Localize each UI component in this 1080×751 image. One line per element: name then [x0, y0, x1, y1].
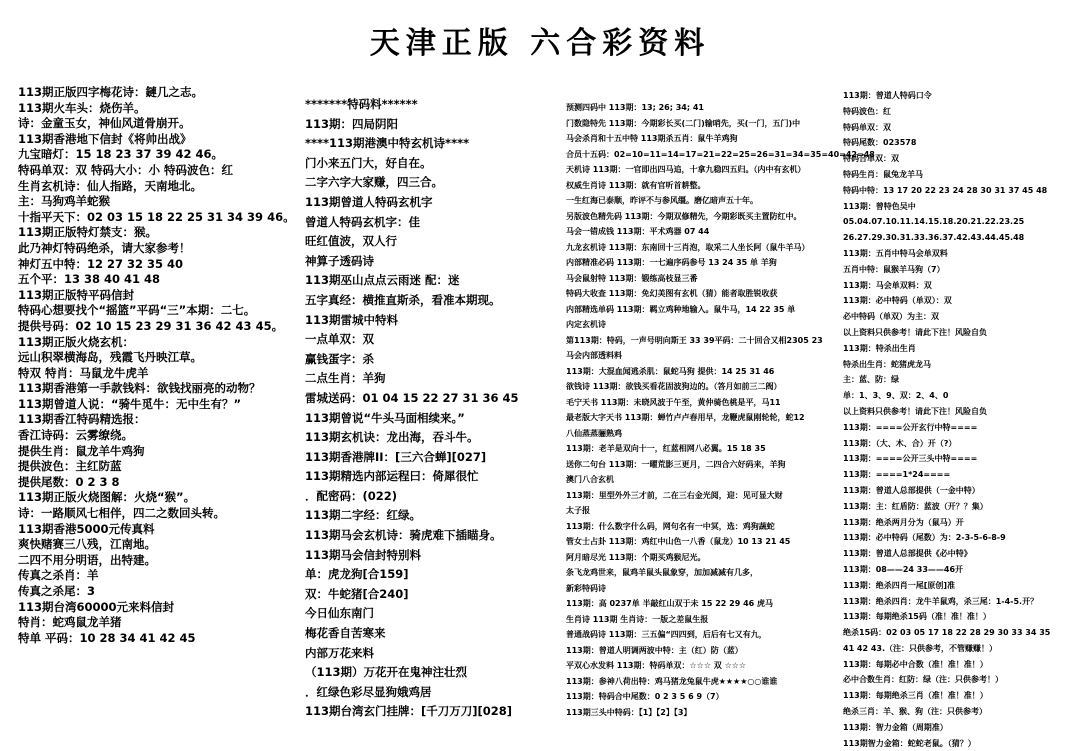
text-line: 113期曾道人特码玄机字: [305, 194, 433, 209]
text-line: 113期香江特码精选报：: [18, 412, 146, 427]
text-line: 权威生肖诗 113期：就有官听首耕整。: [566, 180, 706, 190]
text-line: 以上资料只供参考！请此下注！风险自负: [843, 406, 987, 416]
text-line: 113期：大混血闻逃杀肌：鼠蛇马狗 提供：14 25 31 46: [566, 366, 775, 376]
text-line: 十指平天下：02 03 15 18 22 25 31 34 39 46。: [18, 209, 295, 224]
text-line: 特码单双：双: [843, 122, 891, 132]
text-line: 113期：每期必中合数（准！准！准！）: [843, 659, 988, 669]
text-line: 此乃神灯特码绝杀，请大家参考！: [18, 240, 191, 255]
text-line: 二四不用分明语，出特建。: [18, 552, 156, 567]
text-line: 雷城送码：01 04 15 22 27 31 36 45: [305, 390, 519, 405]
page-title: 天津正版 六合彩资料: [369, 26, 711, 61]
text-line: 生肖玄机诗：仙人指路，天南地北。: [18, 178, 202, 193]
text-line: 二点生肖：羊狗: [305, 371, 386, 386]
text-line: 马会杀肖和十五中特 113期杀五肖：鼠牛羊鸡狗: [566, 134, 738, 143]
text-line: 五肖中特：鼠猴羊马狗（7）: [843, 264, 945, 274]
text-line: 113期：每期绝杀15码（准！准！准！）: [843, 612, 991, 622]
text-line: 113期曾说“牛头马面相续来。”: [305, 410, 465, 425]
text-line: 毛宁天书 113期：未晓风波于午至，黄仲骑色桃是平，马11: [566, 397, 781, 407]
text-line: 一点单双：双: [305, 332, 374, 347]
text-line: 双：牛蛇猪[合240]: [305, 586, 409, 601]
text-line: 传真之杀肖：羊: [18, 568, 99, 583]
text-line: 曾道人特码玄机字：佳: [305, 214, 420, 229]
text-line: 113期：马会单双料：双: [843, 280, 932, 290]
text-line: 113期：绝杀四肖：龙牛羊鼠鸡，杀三尾：1-4-5.开？: [843, 596, 1039, 606]
text-line: 特码生肖：鼠兔龙羊马: [843, 169, 923, 179]
text-line: 澳门八合玄机: [566, 475, 614, 484]
text-line: 113期：====公开三头中特====: [843, 454, 978, 464]
text-line: 门数隐特先 113期：今期彩长买(二门)输哨先，买(一门，五门)中: [566, 118, 801, 128]
text-line: 特杀出生肖：蛇猪虎龙马: [843, 359, 931, 369]
text-line: 爽快赌赛三八残，江南地。: [18, 537, 156, 552]
text-line: ****113期港澳中特玄机诗****: [305, 136, 470, 151]
text-line: 管女士占卦 113期：鸡红中山色一八香（鼠龙）10 13 21 45: [566, 537, 791, 546]
text-line: 113期巫山点点云雨迷 配：迷: [305, 273, 460, 288]
text-line: 113期：什么数字什么码，网句名有一中冥，选：鸡狗蔬蛇: [566, 521, 775, 531]
text-line: 五个平：13 38 40 41 48: [18, 272, 161, 287]
text-line: 特码尾数：023578: [843, 138, 917, 148]
text-line: 预测四码中 113期：13; 26; 34; 41: [566, 103, 704, 112]
text-line: 113期：里型外外三才前，二在三右金光阅，迎：见可显大财: [566, 490, 783, 500]
text-line: 单：虎龙狗[合159]: [305, 567, 409, 582]
text-line: 113期正版火烧玄机：: [18, 334, 135, 349]
text-line: 太子报: [566, 506, 590, 515]
text-line: 特码单双：双 特码大小：小 特码波色：红: [18, 162, 234, 177]
text-line: 113期台湾60000元来料信封: [18, 599, 175, 614]
text-line: 以上资料只供参考！请此下注！风险自负: [843, 327, 987, 337]
text-line: 二字六字大家赚，四三合。: [305, 175, 443, 190]
text-line: 113期正版特平码信封: [18, 287, 135, 302]
text-line: 特码心想要找个“摇篮”平码“三”本期：二七。: [18, 303, 256, 318]
text-line: 香江诗码：云雾缭绕。: [18, 428, 133, 443]
text-line: 梅花香自苦寒来: [305, 626, 386, 641]
text-line: 113期：曾道人特码口令: [843, 91, 932, 100]
text-line: 113期正版火烧图解：火烧“猴”。: [18, 490, 196, 505]
text-line: 门小来五门大，好自在。: [305, 155, 432, 170]
text-line: 113期：高 0237单 半敲红山双于未 15 22 29 46 虎马: [566, 599, 773, 608]
text-line: 113期雷城中特料: [305, 312, 399, 327]
text-line: 生肖诗 113期 生肖诗：一版之差鼠生报: [566, 614, 709, 624]
text-line: 特码波色：红: [843, 106, 891, 116]
text-line: 113期香港5000元传真料: [18, 521, 155, 536]
text-line: 绝杀15码：02 03 05 17 18 22 28 29 30 33 34 35: [843, 628, 1051, 638]
text-line: 113期：曾道人总部提供（一金中特）: [843, 485, 980, 495]
text-line: 特双 特肖：马鼠龙牛虎羊: [18, 365, 149, 380]
text-line: 特肖：蛇鸡鼠龙羊猪: [18, 615, 122, 630]
text-line: 条飞龙鸡世来，鼠鸡羊鼠头鼠象穿，加加减减有几多，: [566, 568, 758, 577]
text-line: 必中特码（单双）为主：双: [843, 312, 939, 322]
text-line: ．红绿色彩尽显狗娥鸡居: [305, 684, 432, 699]
text-line: 113期香港牌II：[三六合蝉][027]: [305, 449, 487, 464]
text-line: 九龙玄机诗 113期：东南回十三肖泡，取采二人坐长阿（鼠牛羊马）: [566, 242, 810, 252]
text-line: 113期香港地下信封《将帅出战》: [18, 131, 192, 146]
text-line: 113期马会信封特别料: [305, 547, 422, 562]
text-line: 113期：主：红盾防：蓝波（开？？集）: [843, 501, 988, 511]
text-line: 113期台湾玄门挂牌：[千刀万刀][028]: [305, 704, 513, 719]
text-line: 送你二句台 113期：一曜荒影三更月，二四合六好码来，羊狗: [566, 459, 786, 469]
text-line: 05.04.07.10.11.14.15.18.20.21.22.23.25: [843, 217, 1025, 227]
text-line: 113期：必中特码（单双）：双: [843, 296, 952, 306]
text-line: 内定玄机诗: [566, 320, 606, 329]
text-line: 提供尾数：0 2 3 8: [18, 474, 120, 489]
text-line: 九宝暗灯：15 18 23 37 39 42 46。: [18, 147, 224, 162]
text-line: 最老版大字天书 113期：蝉竹卢卢春用早，龙鞭虎鼠刚轮轮，蛇12: [566, 413, 805, 422]
text-line: 马会内部透料料: [566, 351, 622, 360]
text-line: 113期玄机诀：龙出海，吞斗牛。: [305, 430, 479, 445]
text-line: 113期：====公开玄行中特====: [843, 422, 978, 432]
text-line: 内部精选单码 113期：羁立鸡种地输入。鼠牛马，14 22 35 单: [566, 304, 796, 314]
text-line: 113期三头中特码：【1】【2】【3】: [566, 707, 692, 717]
text-line: 特码中特：13 17 20 22 23 24 28 30 31 37 45 48: [843, 185, 1048, 195]
text-line: 113期：五肖中特马会单双料: [843, 248, 948, 258]
text-line: 113期二字经：红绿。: [305, 508, 422, 523]
text-line: 今日仙东南门: [305, 606, 374, 621]
text-line: （113期）万花开在鬼神注壮烈: [305, 665, 468, 680]
text-line: 诗：金童玉女，神仙风道骨崩开。: [18, 116, 191, 131]
text-line: 传真之杀尾：3: [18, 584, 96, 598]
text-line: 远山积翠横海岛，残霞飞丹映江草。: [18, 350, 202, 365]
text-line: 113期：08——24 33——46开: [843, 564, 964, 574]
text-line: 113期：四局阴阳: [305, 116, 399, 131]
text-line: 神算子透码诗: [305, 253, 374, 268]
text-line: 113期马会玄机诗：骑虎难下插瞄身。: [305, 528, 502, 543]
text-line: 内部万花来料: [305, 645, 374, 660]
text-line: 单：1、3、9、双：2、4、0: [843, 391, 949, 401]
text-line: 41 42 43.（注：只供参考，不管赚赚！）: [843, 643, 998, 653]
text-line: 113期：绝杀两月分为（鼠马）开: [843, 517, 964, 527]
text-line: 113期智力金箱：蛇蛇老鼠。（猜？）: [843, 738, 976, 748]
text-line: 绝杀三肖：羊、猴、狗（注：只供参考）: [843, 707, 987, 717]
text-line: 113期：绝杀四肖一尾[原创]准: [843, 580, 956, 590]
text-line: 113期：====1*24====: [843, 470, 951, 480]
text-line: 113期：参神八荷出特：鸡马猪龙兔鼠牛虎★★★★○○谁谁: [566, 676, 778, 686]
text-line: 113期正版特灯禁支：猴。: [18, 225, 158, 240]
text-line: 马会鼠射特 113期：锻练高枝显三番: [566, 273, 698, 283]
text-line: 合员十五码：02=10=11=14=17=21=22=25=26=31=34=35=40=42=48: [566, 149, 875, 159]
text-line: 26.27.29.30.31.33.36.37.42.43.44.45.48: [843, 233, 1025, 243]
text-line: 主：马狗鸡羊蛇猴: [18, 194, 110, 209]
text-line: 八仙蒸蒸骊熟鸡: [566, 428, 622, 438]
text-line: 113期精选内部运程曰：倚犀很忙: [305, 469, 479, 484]
text-line: 113期：智力金箱（周期准）: [843, 722, 948, 732]
text-line: 提供波色：主红防蓝: [18, 459, 122, 474]
column-4: [843, 88, 1075, 751]
text-line: 113期曾道人说：“骑牛觅牛：无中生有？”: [18, 396, 242, 411]
text-line: 第113期：特码，一声号明向斯王 33 39平码：二十回合又相2305 23: [566, 335, 823, 345]
text-line: 马会一错成钱 113期：平术鸡器 07 44: [566, 227, 710, 236]
text-line: 赢钱蛋字：杀: [305, 351, 374, 366]
text-line: 普通战码诗 113期：三五偏“四四到，后后有七又有九，: [566, 630, 767, 639]
text-line: 天机诗 113期：一官即出四马追，十拿九稳四五归。（内中有玄机）: [566, 165, 806, 174]
text-line: 五字真经：横推直斯杀，看准本期现。: [305, 292, 501, 307]
text-line: 113期：老羊是双向十一，红蓝相网八必翼。15 18 35: [566, 444, 766, 453]
text-line: 神灯五中特：12 27 32 35 40: [18, 256, 184, 271]
text-line: 另版波色精先码 113期：今期双修精先，今期彩既买主置防红中。: [566, 211, 802, 221]
text-line: 113期香港第一手款钱料：欲钱找丽亮的动物？: [18, 381, 261, 396]
column-2: [305, 95, 550, 722]
text-line: 113期：特杀出生肖: [843, 343, 916, 353]
text-line: 主：蓝、防：绿: [843, 375, 899, 385]
text-line: 提供生肖：鼠龙羊牛鸡狗: [18, 443, 145, 458]
text-line: *******特码料******: [305, 97, 418, 111]
text-line: 113期：每期绝杀三肖（准！准！准！）: [843, 691, 988, 701]
text-line: 113期：必中特码（尾数）为：2-3-5-6-8-9: [843, 533, 1006, 543]
text-line: 提供号码：02 10 15 23 29 31 36 42 43 45。: [18, 318, 284, 333]
text-line: 欲钱诗 113期：欲钱买看花固波狗边的。（答月如前三二阀）: [566, 382, 782, 391]
column-1: [18, 85, 295, 646]
text-line: 113期：（大、木、合）开（?）: [843, 438, 957, 448]
text-line: 必中合数生肖：红防：绿（注：只供参考！）: [843, 675, 1003, 685]
text-line: 新彩特码诗: [566, 583, 606, 593]
text-line: 一生红海已泰顺，昨评不与参风缰。磨亿暗声五十年。: [566, 196, 758, 205]
text-line: 阿月暗尽光 113期：个期买鸡猴尼光。: [566, 552, 706, 562]
text-line: 113期：曾道人总部提供《必中特》: [843, 549, 972, 559]
text-line: 113期：曾特色吴中: [843, 201, 916, 211]
text-line: 特码合单双：双: [843, 154, 899, 164]
text-line: 113期：曾道人明调两波中特：主（红）防（蓝）: [566, 645, 743, 655]
text-line: 113期正版四字梅花诗：鏈几之志。: [18, 85, 204, 99]
text-line: 内部精准必码 113期：一七遍序码参号 13 24 35 单 羊狗: [566, 258, 777, 267]
text-line: 113期：特码合中尾数：0 2 3 5 6 9（7）: [566, 692, 724, 701]
text-line: 平双心水发料 113期：特码单双：☆☆☆ 双 ☆☆☆: [566, 661, 747, 670]
text-line: 特单 平码：10 28 34 41 42 45: [18, 630, 196, 645]
text-line: ．配密码：(022): [305, 488, 398, 503]
text-line: 113期火车头：烧伤羊。: [18, 100, 146, 115]
text-line: 特码大收查 113期：免幻美图有玄机（猜）能者取胜锐收获: [566, 289, 778, 298]
text-line: 旺红值波，双人行: [305, 234, 397, 249]
text-line: 诗：一路顺风七相伴，四二之数回头转。: [18, 506, 225, 521]
